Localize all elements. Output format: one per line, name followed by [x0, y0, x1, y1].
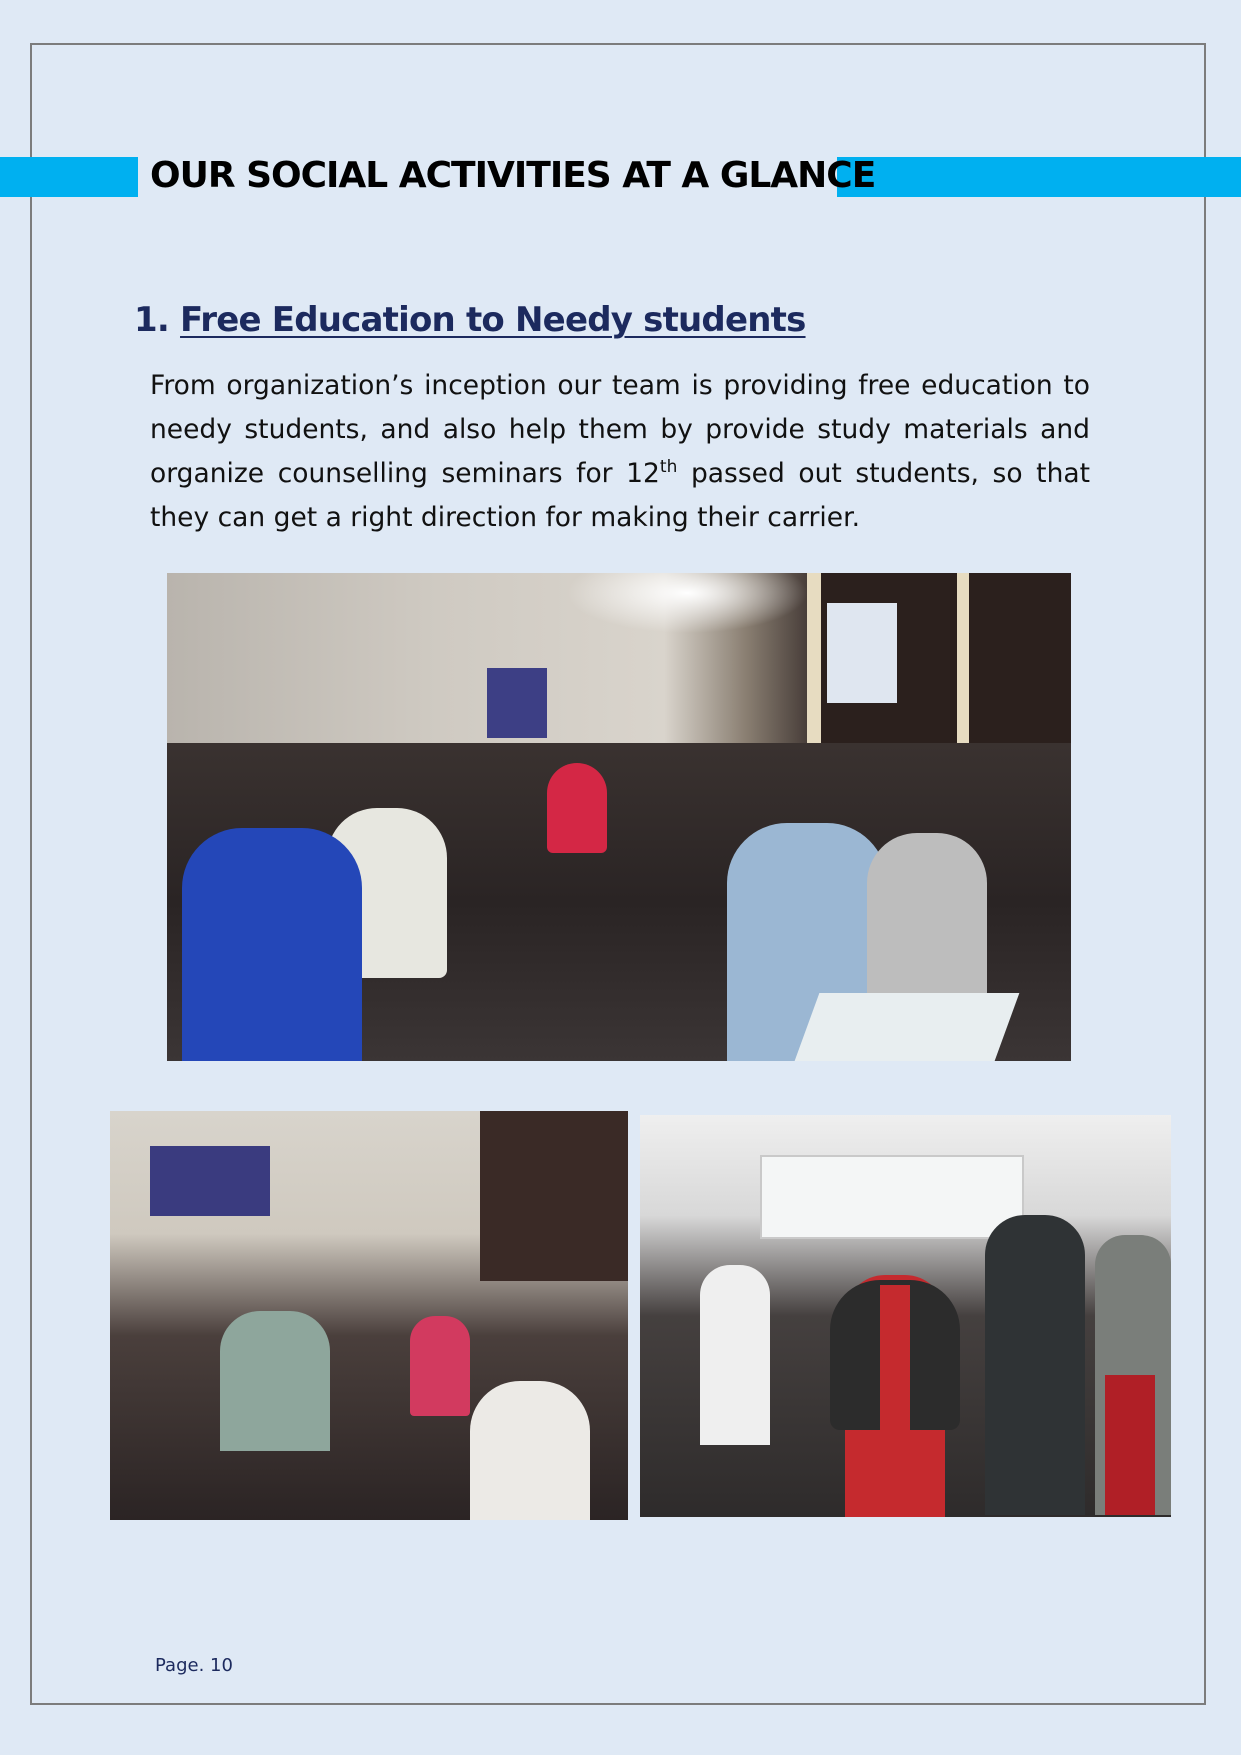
paragraph-text-1: From organization’s inception our team is providing free education to needy students, and also help them by provide study materials and organize counselling seminars for 12 [150, 370, 1090, 489]
page-title: OUR SOCIAL ACTIVITIES AT A GLANCE [150, 155, 876, 196]
title-band-right [837, 157, 1241, 197]
ordinal-superscript: th [659, 457, 678, 478]
section-number: 1. [134, 300, 169, 340]
group-photo-right [640, 1115, 1171, 1517]
classroom-photo-left [110, 1111, 628, 1520]
section-heading [134, 294, 806, 346]
page-number: Page. 10 [155, 1655, 233, 1676]
title-band-left [0, 157, 138, 197]
classroom-photo-main [167, 573, 1071, 1061]
section-paragraph [150, 364, 1090, 540]
section-title: Free Education to Needy students [180, 300, 806, 340]
paragraph-text-2: passed out students, so that they can get a right direction for making their carrier. [150, 458, 1090, 533]
